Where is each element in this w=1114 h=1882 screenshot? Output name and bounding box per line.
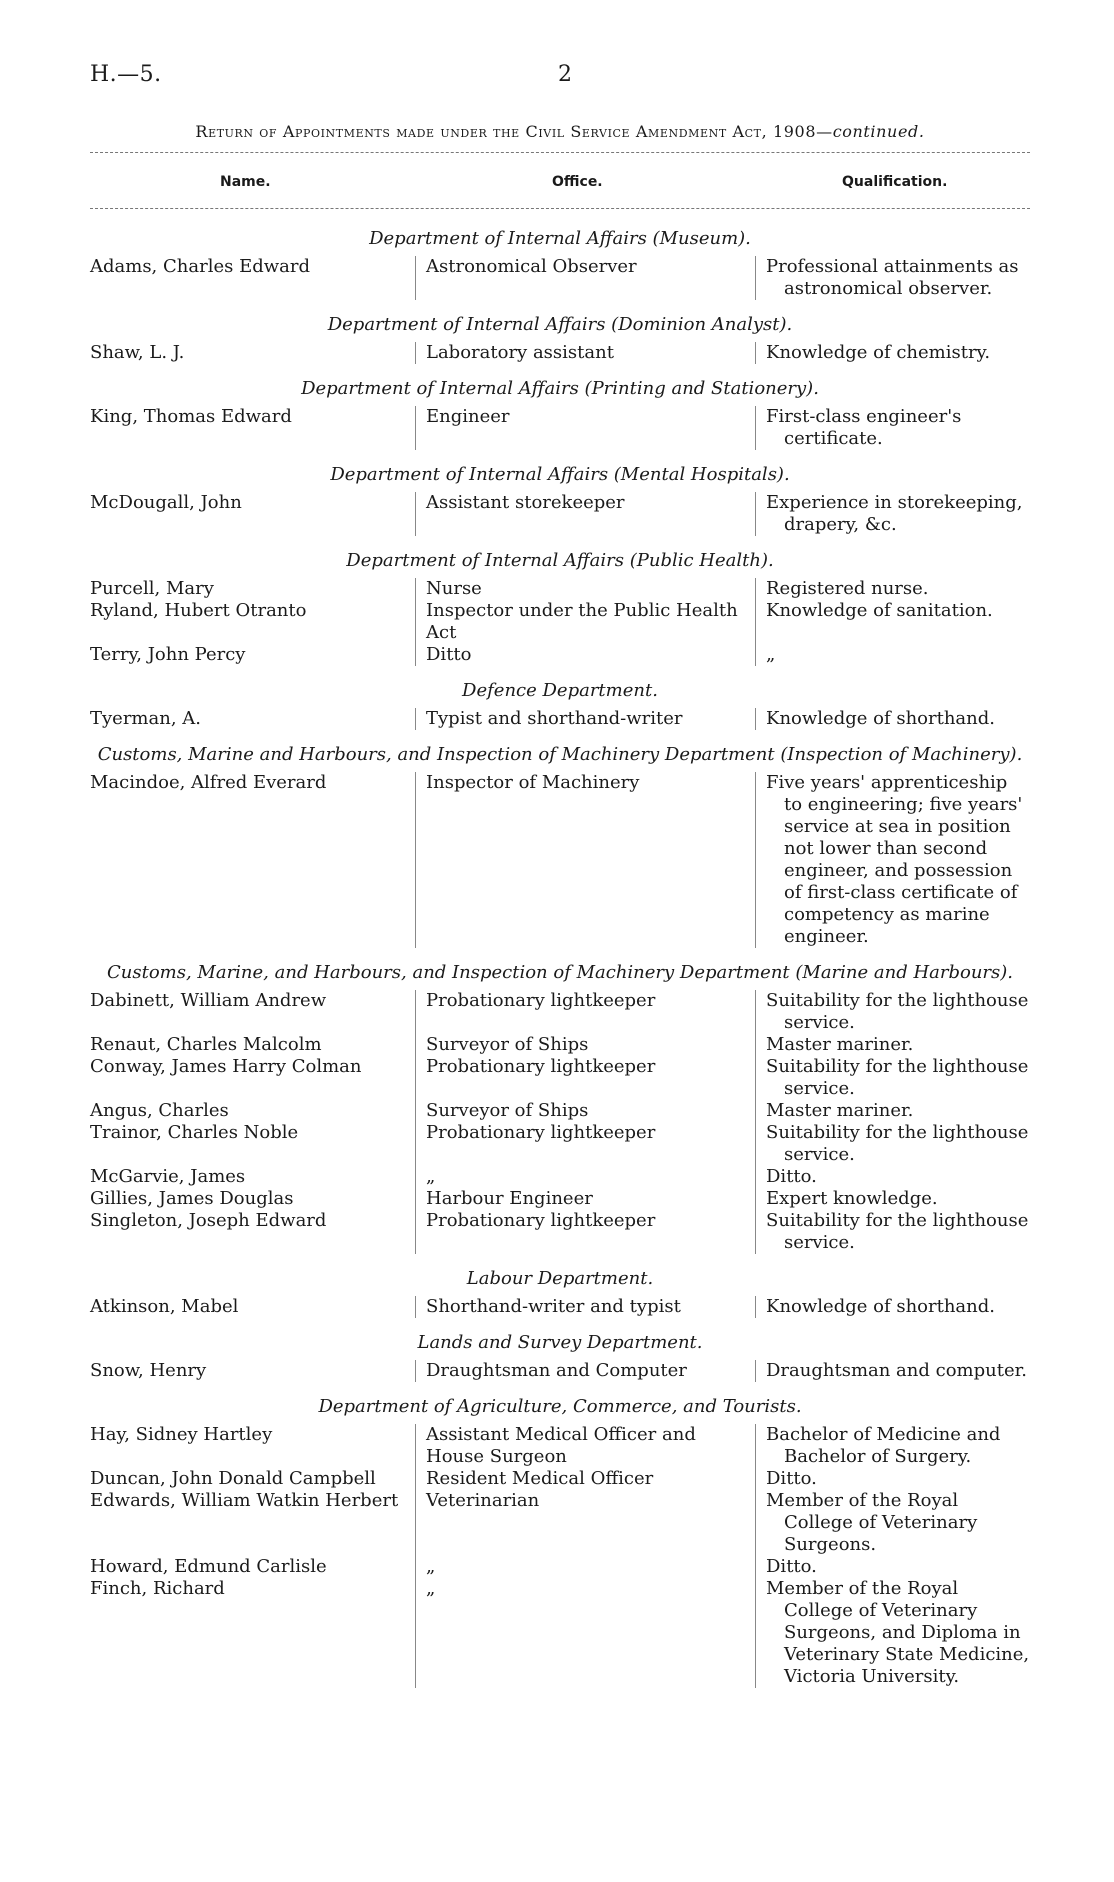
table-row xyxy=(90,492,1030,536)
appointee-name: McGarvie, James xyxy=(90,1166,246,1187)
department-heading: Customs, Marine, and Harbours, and Inspection of Machinery Department (Marine and Harbours). xyxy=(106,962,1014,983)
qualification-text: Suitability for the lighthouse service. xyxy=(755,1056,1030,1100)
qualification-text: Knowledge of shorthand. xyxy=(755,708,1030,730)
qualification-text: Knowledge of chemistry. xyxy=(755,342,1030,364)
office-title: Astronomical Observer xyxy=(415,256,755,300)
qualification-text: First-class engineer's certificate. xyxy=(755,406,1030,450)
rule-under-header xyxy=(90,208,1030,209)
office-title: Assistant storekeeper xyxy=(415,492,755,536)
appointee-name: Tyerman, A. xyxy=(90,708,201,729)
qualification-text: Expert knowledge. xyxy=(755,1188,1030,1210)
table-row xyxy=(90,1034,1030,1056)
appointee-name: Angus, Charles xyxy=(90,1100,229,1121)
office-title: Probationary lightkeeper xyxy=(415,990,755,1034)
appointee-name: Terry, John Percy xyxy=(90,644,246,665)
table-row xyxy=(90,342,1030,364)
table-row xyxy=(90,256,1030,300)
title-continued: continued. xyxy=(832,122,925,141)
qualification-text: Registered nurse. xyxy=(755,578,1030,600)
department-heading: Department of Internal Affairs (Mental Hospitals). xyxy=(330,464,790,485)
appointee-name: Hay, Sidney Hartley xyxy=(90,1424,273,1445)
office-title: Veterinarian xyxy=(415,1490,755,1556)
table-row xyxy=(90,1424,1030,1468)
appointee-name: McDougall, John xyxy=(90,492,242,513)
office-title: Engineer xyxy=(415,406,755,450)
appointee-name: Shaw, L. J. xyxy=(90,342,185,363)
qualification-text: Bachelor of Medicine and Bachelor of Surgery. xyxy=(755,1424,1030,1468)
column-header-qualification: Qualification. xyxy=(842,174,948,190)
qualification-text: Five years' apprenticeship to engineering; five years' service at sea in position not lower than second engineer, and possession of first-class certificate of competency as marine engineer. xyxy=(755,772,1030,948)
column-header-office: Office. xyxy=(552,174,603,190)
table-row xyxy=(90,1166,1030,1188)
table-row xyxy=(90,578,1030,600)
appointee-name: Purcell, Mary xyxy=(90,578,214,599)
document-reference: H.—5. xyxy=(90,62,162,87)
table-row xyxy=(90,1490,1030,1556)
document-title xyxy=(90,122,1030,141)
appointee-name: Macindoe, Alfred Everard xyxy=(90,772,327,793)
table-row xyxy=(90,600,1030,644)
table-row xyxy=(90,1056,1030,1100)
qualification-text: Member of the Royal College of Veterinary Surgeons, and Diploma in Veterinary State Medicine, Victoria University. xyxy=(755,1578,1030,1688)
qualification-text: Ditto. xyxy=(755,1556,1030,1578)
office-title: Draughtsman and Computer xyxy=(415,1360,755,1382)
department-heading: Department of Agriculture, Commerce, and Tourists. xyxy=(318,1396,802,1417)
department-heading: Department of Internal Affairs (Printing and Stationery). xyxy=(301,378,819,399)
qualification-text: Professional attainments as astronomical observer. xyxy=(755,256,1030,300)
department-heading: Labour Department. xyxy=(466,1268,654,1289)
appointee-name: Finch, Richard xyxy=(90,1578,225,1599)
department-heading: Defence Department. xyxy=(462,680,658,701)
column-header-name: Name. xyxy=(220,174,271,190)
appointee-name: Ryland, Hubert Otranto xyxy=(90,600,307,621)
table-row xyxy=(90,644,1030,666)
office-title: „ xyxy=(415,1578,755,1688)
office-title: Resident Medical Officer xyxy=(415,1468,755,1490)
department-heading: Department of Internal Affairs (Museum). xyxy=(369,228,751,249)
appointee-name: Gillies, James Douglas xyxy=(90,1188,294,1209)
page-header xyxy=(90,62,1030,92)
office-title: Typist and shorthand-writer xyxy=(415,708,755,730)
appointee-name: Renaut, Charles Malcolm xyxy=(90,1034,322,1055)
qualification-text: Ditto. xyxy=(755,1166,1030,1188)
department-heading: Lands and Survey Department. xyxy=(417,1332,703,1353)
qualification-text: Suitability for the lighthouse service. xyxy=(755,1122,1030,1166)
office-title: Surveyor of Ships xyxy=(415,1100,755,1122)
office-title: Nurse xyxy=(415,578,755,600)
appointee-name: Atkinson, Mabel xyxy=(90,1296,239,1317)
qualification-text: Experience in storekeeping, drapery, &c. xyxy=(755,492,1030,536)
qualification-text: Ditto. xyxy=(755,1468,1030,1490)
office-title: Inspector of Machinery xyxy=(415,772,755,948)
office-title: Probationary lightkeeper xyxy=(415,1210,755,1254)
department-heading: Customs, Marine and Harbours, and Inspection of Machinery Department (Inspection of Machinery). xyxy=(97,744,1023,765)
table-row xyxy=(90,1360,1030,1382)
table-row xyxy=(90,1210,1030,1254)
appointee-name: King, Thomas Edward xyxy=(90,406,292,427)
table-row xyxy=(90,1578,1030,1688)
table-row xyxy=(90,1296,1030,1318)
office-title: Surveyor of Ships xyxy=(415,1034,755,1056)
qualification-text: Suitability for the lighthouse service. xyxy=(755,990,1030,1034)
table-row xyxy=(90,1122,1030,1166)
table-row xyxy=(90,772,1030,948)
table-row xyxy=(90,708,1030,730)
department-heading: Department of Internal Affairs (Public Health). xyxy=(346,550,774,571)
department-heading: Department of Internal Affairs (Dominion Analyst). xyxy=(327,314,793,335)
appointee-name: Adams, Charles Edward xyxy=(90,256,310,277)
qualification-text: Suitability for the lighthouse service. xyxy=(755,1210,1030,1254)
qualification-text: „ xyxy=(755,644,1030,666)
appointee-name: Trainor, Charles Noble xyxy=(90,1122,299,1143)
table-row xyxy=(90,990,1030,1034)
office-title: Ditto xyxy=(415,644,755,666)
table-row xyxy=(90,1556,1030,1578)
office-title: Harbour Engineer xyxy=(415,1188,755,1210)
office-title: Laboratory assistant xyxy=(415,342,755,364)
office-title: „ xyxy=(415,1166,755,1188)
title-main: Return of Appointments made under the Civil Service Amendment Act, 1908— xyxy=(195,122,833,141)
qualification-text: Master mariner. xyxy=(755,1100,1030,1122)
office-title: „ xyxy=(415,1556,755,1578)
office-title: Shorthand-writer and typist xyxy=(415,1296,755,1318)
qualification-text: Knowledge of shorthand. xyxy=(755,1296,1030,1318)
qualification-text: Draughtsman and computer. xyxy=(755,1360,1030,1382)
office-title: Assistant Medical Officer and House Surgeon xyxy=(415,1424,755,1468)
table-row xyxy=(90,1468,1030,1490)
appointments-table xyxy=(90,228,1030,1688)
appointee-name: Snow, Henry xyxy=(90,1360,207,1381)
qualification-text: Master mariner. xyxy=(755,1034,1030,1056)
appointee-name: Dabinett, William Andrew xyxy=(90,990,327,1011)
appointee-name: Edwards, William Watkin Herbert xyxy=(90,1490,399,1511)
appointee-name: Singleton, Joseph Edward xyxy=(90,1210,327,1231)
appointee-name: Howard, Edmund Carlisle xyxy=(90,1556,327,1577)
appointee-name: Duncan, John Donald Campbell xyxy=(90,1468,376,1489)
qualification-text: Knowledge of sanitation. xyxy=(755,600,1030,644)
table-row xyxy=(90,1100,1030,1122)
qualification-text: Member of the Royal College of Veterinary Surgeons. xyxy=(755,1490,1030,1556)
table-row xyxy=(90,1188,1030,1210)
office-title: Probationary lightkeeper xyxy=(415,1122,755,1166)
page-number: 2 xyxy=(558,62,572,87)
office-title: Inspector under the Public Health Act xyxy=(415,600,755,644)
table-row xyxy=(90,406,1030,450)
rule-top xyxy=(90,152,1030,153)
office-title: Probationary lightkeeper xyxy=(415,1056,755,1100)
appointee-name: Conway, James Harry Colman xyxy=(90,1056,362,1077)
